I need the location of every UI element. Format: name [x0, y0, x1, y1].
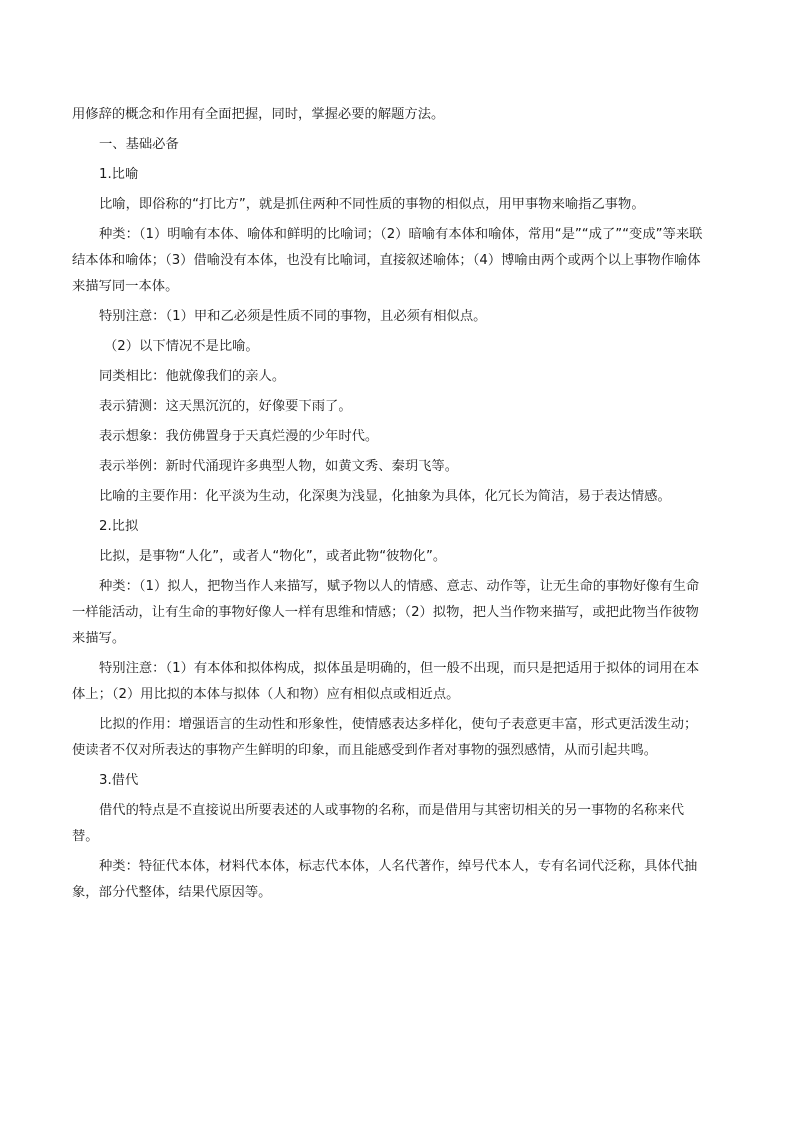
subheading-metaphor: 1.比喻	[99, 167, 139, 182]
paragraph-example-instance: 表示举例：新时代涌现许多典型人物，如黄文秀、秦玥飞等。	[99, 459, 459, 474]
paragraph-metaphor-function: 比喻的主要作用：化平淡为生动，化深奥为浅显，化抽象为具体，化冗长为简洁，易于表达情感。	[99, 489, 671, 504]
paragraph-metaphor-note-1: 特别注意：（1）甲和乙必须是性质不同的事物，且必须有相似点。	[99, 309, 487, 324]
section-heading: 一、基础必备	[99, 137, 179, 152]
subheading-metonymy: 3.借代	[99, 773, 139, 788]
paragraph-example-guess: 表示猜测：这天黑沉沉的，好像要下雨了。	[99, 399, 352, 414]
paragraph-metaphor-note-2: （2）以下情况不是比喻。	[104, 339, 259, 354]
paragraph-personification-definition: 比拟，是事物“人化”，或者人“物化”，或者此物“彼物化”。	[99, 549, 447, 564]
paragraph-metonymy-types: 种类：特征代本体，材料代本体，标志代本体，人名代著作，绰号代本人，专有名词代泛称，具体代抽象，部分代整体，结果代原因等。	[72, 859, 698, 900]
paragraph-personification-function: 比拟的作用：增强语言的生动性和形象性，使情感表达多样化，使句子表意更丰富，形式更活泼生动；使读者不仅对所表达的事物产生鲜明的印象，而且能感受到作者对事物的强烈感情，从而引起共鸣。	[72, 717, 698, 758]
paragraph-example-same-kind: 同类相比：他就像我们的亲人。	[99, 369, 286, 384]
paragraph-metonymy-definition: 借代的特点是不直接说出所要表述的人或事物的名称，而是借用与其密切相关的另一事物的名称来代替。	[72, 803, 685, 844]
paragraph-personification-types: 种类：（1）拟人，把物当作人来描写，赋予物以人的情感、意志、动作等，让无生命的事物好像有生命一样能活动，让有生命的事物好像人一样有思维和情感；（2）拟物，把人当作物来描写，或把此物当作彼物来描写。	[72, 579, 700, 646]
paragraph-metaphor-definition: 比喻，即俗称的“打比方”，就是抓住两种不同性质的事物的相似点，用甲事物来喻指乙事物。	[99, 197, 645, 212]
paragraph-intro: 用修辞的概念和作用有全面把握，同时，掌握必要的解题方法。	[72, 107, 445, 122]
paragraph-example-imagine: 表示想象：我仿佛置身于天真烂漫的少年时代。	[99, 429, 379, 444]
subheading-personification: 2.比拟	[99, 519, 139, 534]
paragraph-metaphor-types: 种类：（1）明喻有本体、喻体和鲜明的比喻词；（2）暗喻有本体和喻体，常用“是”“成了”“变成”等来联结本体和喻体；（3）借喻没有本体，也没有比喻词，直接叙述喻体；（4）博喻由两个或两个以上事物作喻体来描写同一本体。	[72, 227, 703, 294]
paragraph-personification-note: 特别注意：（1）有本体和拟体构成，拟体虽是明确的，但一般不出现，而只是把适用于拟体的词用在本体上；（2）用比拟的本体与拟体（人和物）应有相似点或相近点。	[72, 661, 700, 702]
